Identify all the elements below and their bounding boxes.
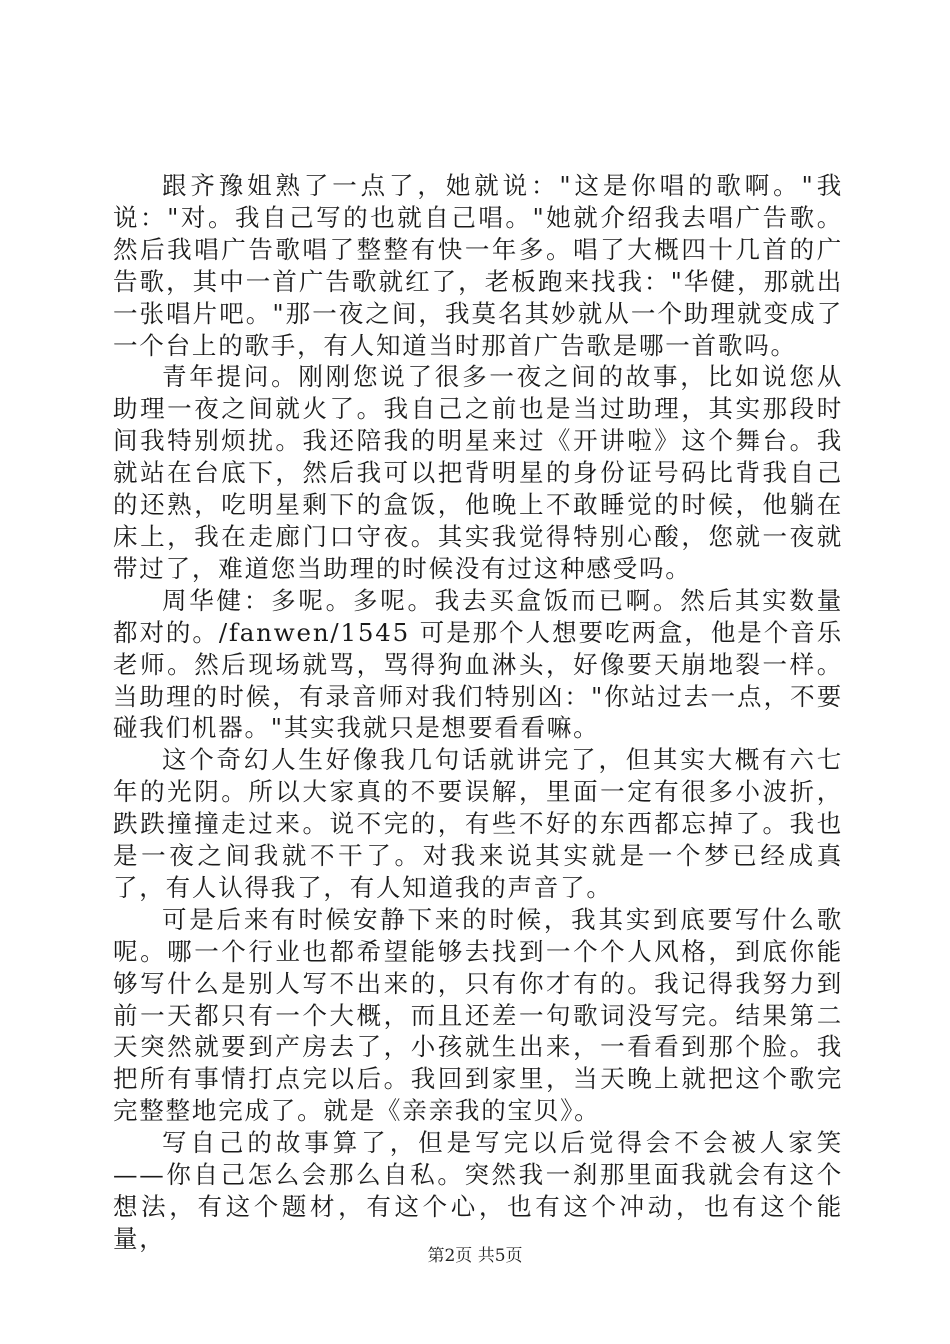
paragraph: 跟齐豫姐熟了一点了，她就说："这是你唱的歌啊。"我说："对。我自己写的也就自己唱。"她就介绍我去唱广告歌。然后我唱广告歌唱了整整有快一年多。唱了大概四十几首的广告歌，其中一首广告歌就红了，老板跑来找我："华健，那就出一张唱片吧。"那一夜之间，我莫名其妙就从一个助理就变成了一个台上的歌手，有人知道当时那首广告歌是哪一首歌吗。 <box>113 171 843 360</box>
article-body <box>113 170 843 1255</box>
page-number-footer: 第2页 共5页 <box>427 1246 523 1266</box>
paragraph: 这个奇幻人生好像我几句话就讲完了，但其实大概有六七年的光阴。所以大家真的不要误解，里面一定有很多小波折，跌跌撞撞走过来。说不完的，有些不好的东西都忘掉了。我也是一夜之间我就不干了。对我来说其实就是一个梦已经成真了，有人认得我了，有人知道我的声音了。 <box>113 745 843 902</box>
paragraph: 写自己的故事算了，但是写完以后觉得会不会被人家笑——你自己怎么会那么自私。突然我一刹那里面我就会有这个想法，有这个题材，有这个心，也有这个冲动，也有这个能量， <box>113 1128 843 1253</box>
paragraph: 青年提问。刚刚您说了很多一夜之间的故事，比如说您从助理一夜之间就火了。我自己之前也是当过助理，其实那段时间我特别烦扰。我还陪我的明星来过《开讲啦》这个舞台。我就站在台底下，然后我可以把背明星的身份证号码比背我自己的还熟，吃明星剩下的盒饭，他晚上不敢睡觉的时候，他躺在床上，我在走廊门口守夜。其实我觉得特别心酸，您就一夜就带过了，难道您当助理的时候没有过这种感受吗。 <box>113 362 843 583</box>
paragraph: 可是后来有时候安静下来的时候，我其实到底要写什么歌呢。哪一个行业也都希望能够去找到一个个人风格，到底你能够写什么是别人写不出来的，只有你才有的。我记得我努力到前一天都只有一个大概，而且还差一句歌词没写完。结果第二天突然就要到产房去了，小孩就生出来，一看看到那个脸。我把所有事情打点完以后。我回到家里，当天晚上就把这个歌完完整整地完成了。就是《亲亲我的宝贝》。 <box>113 904 843 1126</box>
paragraph: 周华健：多呢。多呢。我去买盒饭而已啊。然后其实数量都对的。/fanwen/1545 可是那个人想要吃两盒，他是个音乐老师。然后现场就骂，骂得狗血淋头，好像要天崩地裂一样。当助理的时候，有录音师对我们特别凶："你站过去一点，不要碰我们机器。"其实我就只是想要看看嘛。 <box>113 585 843 743</box>
